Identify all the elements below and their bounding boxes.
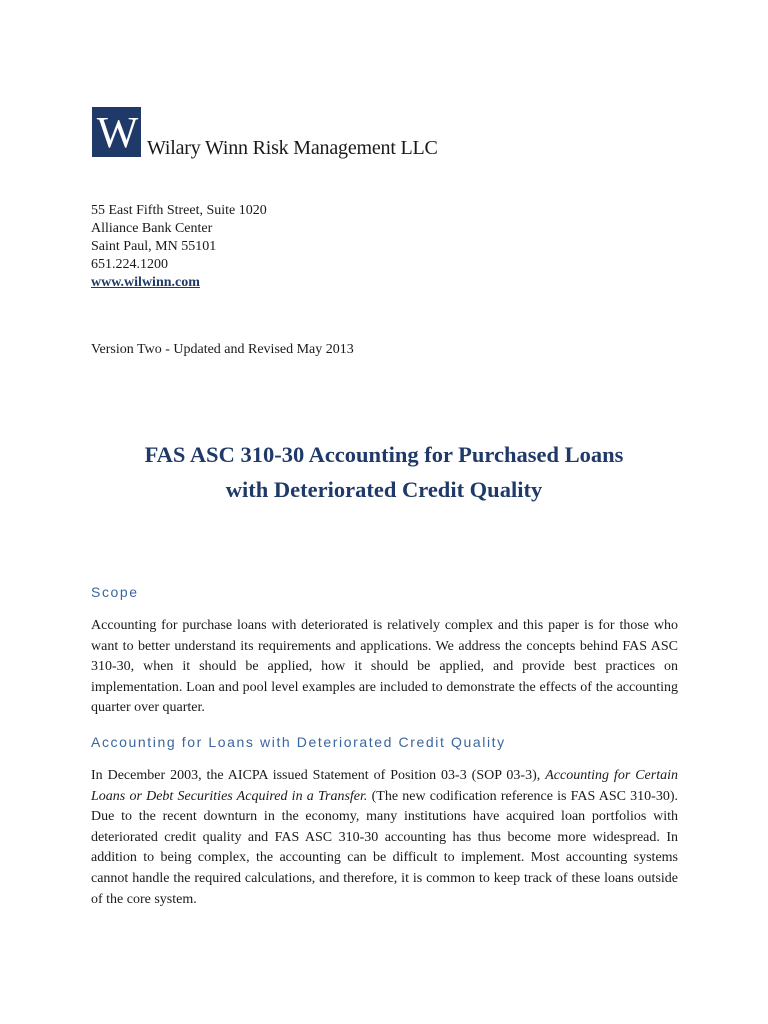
version-note: Version Two - Updated and Revised May 2013 — [91, 342, 354, 357]
address-street: 55 East Fifth Street, Suite 1020 — [91, 203, 267, 218]
document-title — [0, 437, 768, 507]
website-link[interactable]: www.wilwinn.com — [91, 275, 200, 290]
scope-paragraph: Accounting for purchase loans with deteriorated is relatively complex and this paper is for those who want to better understand its requirements and applications. We address the concepts behind FAS ASC 310-30, when it should be applied, how it should be applied, and provide best practices on implementation. Loan and pool level examples are included to demonstrate the effects of the accounting quarter over quarter. — [91, 618, 678, 716]
accounting-paragraph-start: In December 2003, the AICPA issued Statement of Position 03-3 (SOP 03-3), — [91, 768, 546, 783]
address-phone: 651.224.1200 — [91, 257, 168, 272]
title-line-1: FAS ASC 310-30 Accounting for Purchased Loans — [144, 442, 624, 467]
company-name: Wilary Winn Risk Management LLC — [147, 137, 438, 159]
address-block — [91, 202, 267, 292]
logo-mark-letters: W — [96, 108, 129, 157]
accounting-paragraph — [91, 766, 678, 910]
title-line-2: with Deteriorated Credit Quality — [225, 477, 543, 502]
section-heading-accounting: Accounting for Loans with Deteriorated Credit Quality — [91, 734, 506, 750]
section-heading-scope: Scope — [91, 584, 139, 600]
sop-title-italic: Accounting for Certain Loans or Debt Securities Acquired in a Transfer. — [91, 768, 678, 804]
address-building: Alliance Bank Center — [91, 221, 213, 236]
logo-mark — [92, 107, 141, 157]
company-logo — [92, 107, 438, 157]
accounting-paragraph-rest: (The new codification reference is FAS ASC 310-30). Due to the recent downturn in the economy, many institutions have acquired loan portfolios with deteriorated credit quality and FAS ASC 310-30 accounting has thus become more widespread. In addition to being complex, the accounting can be difficult to implement. Most accounting systems cannot handle the required calculations, and therefore, it is common to keep track of these loans outside of the core system. — [91, 788, 679, 907]
address-city: Saint Paul, MN 55101 — [91, 239, 217, 254]
